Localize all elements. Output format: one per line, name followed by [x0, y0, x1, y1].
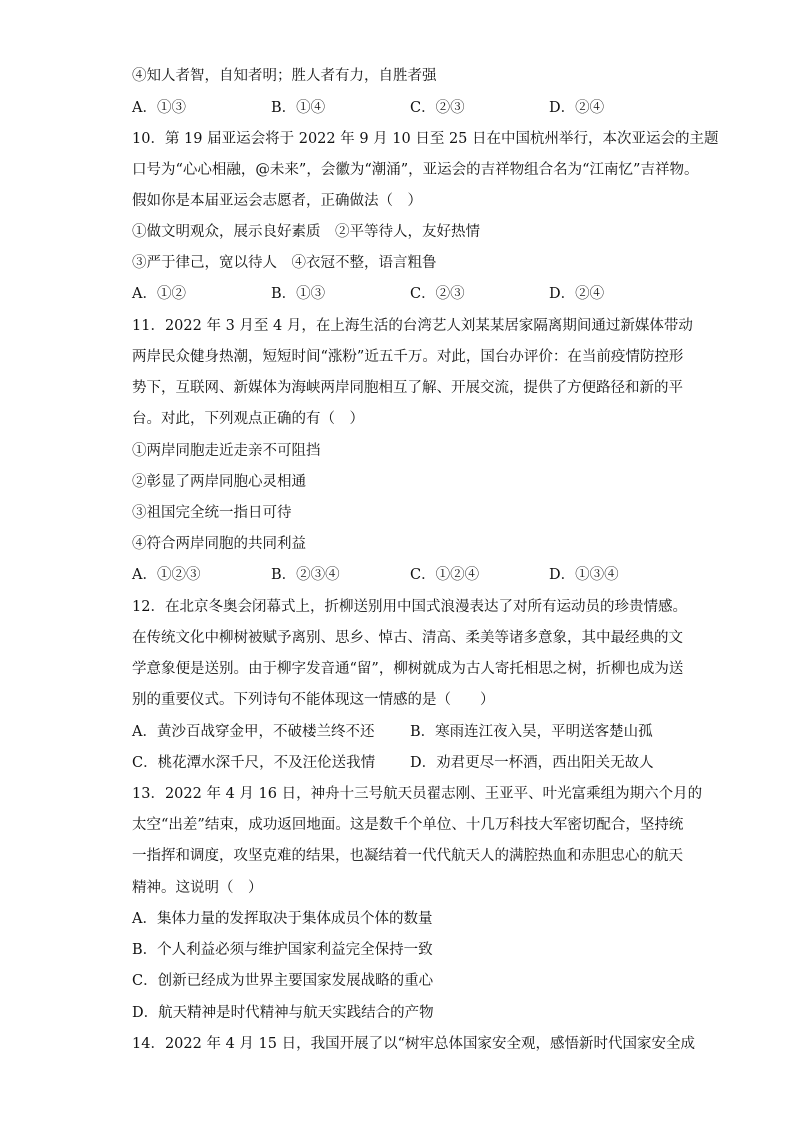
q13-option-c: C．创新已经成为世界主要国家发展战略的重心 [132, 973, 434, 989]
q9-item-4: ④知人者智，自知者明；胜人者有力，自胜者强 [132, 68, 437, 84]
q11-item-1: ①两岸同胞走近走亲不可阻挡 [132, 443, 321, 459]
q11-item-3: ③祖国完全统一指日可待 [132, 505, 292, 521]
q9-option-b: B．①④ [271, 100, 326, 116]
q11-option-d: D．①③④ [549, 567, 619, 583]
q13-option-a: A．集体力量的发挥取决于集体成员个体的数量 [132, 911, 433, 927]
q12-stem-line-1: 12．在北京冬奥会闭幕式上，折柳送别用中国式浪漫表达了对所有运动员的珍贵情感。 [132, 599, 687, 615]
q10-items-line-2: ③严于律己，宽以待人 ④衣冠不整，语言粗鲁 [132, 255, 437, 271]
q13-option-d: D．航天精神是时代精神与航天实践结合的产物 [132, 1005, 434, 1021]
q11-option-c: C．①②④ [410, 567, 480, 583]
q10-option-b: B．①③ [271, 286, 326, 302]
q13-option-b: B．个人利益必须与维护国家利益完全保持一致 [132, 942, 433, 958]
q13-stem-line-4: 精神。这说明（ ） [132, 880, 263, 896]
q12-option-a: A．黄沙百战穿金甲，不破楼兰终不还 [132, 724, 375, 740]
q10-option-c: C．②③ [410, 286, 465, 302]
q12-option-c: C．桃花潭水深千尺，不及汪伦送我情 [132, 755, 376, 771]
q10-items-line-1: ①做文明观众，展示良好素质 ②平等待人，友好热情 [132, 224, 480, 240]
q10-stem-line-2: 口号为“心心相融，@未来”，会徽为“潮涌”，亚运会的吉祥物组合名为“江南忆”吉祥物。 [132, 162, 699, 178]
q13-stem-line-1: 13．2022 年 4 月 16 日，神舟十三号航天员翟志刚、王亚平、叶光富乘组为期六个月的 [132, 786, 703, 802]
q11-item-2: ②彰显了两岸同胞心灵相通 [132, 474, 306, 490]
q11-stem-line-3: 势下，互联网、新媒体为海峡两岸同胞相互了解、开展交流，提供了方便路径和新的平 [132, 380, 683, 396]
q10-option-a: A．①② [132, 286, 186, 302]
q9-option-a: A．①③ [132, 100, 186, 116]
q10-stem-line-1: 10．第 19 届亚运会将于 2022 年 9 月 10 日至 25 日在中国杭州举行，本次亚运会的主题 [132, 131, 719, 147]
q14-stem-line-1: 14．2022 年 4 月 15 日，我国开展了以“树牢总体国家安全观，感悟新时代国家安全成 [132, 1036, 695, 1052]
q10-stem-line-3: 假如你是本届亚运会志愿者，正确做法（ ） [132, 193, 422, 209]
q11-stem-line-1: 11．2022 年 3 月至 4 月，在上海生活的台湾艺人刘某某居家隔离期间通过新媒体带动 [132, 318, 693, 334]
q11-item-4: ④符合两岸同胞的共同利益 [132, 536, 306, 552]
q12-stem-line-2: 在传统文化中柳树被赋予离别、思乡、悼古、清高、柔美等诸多意象，其中最经典的文 [132, 630, 683, 646]
q12-stem-line-4: 别的重要仪式。下列诗句不能体现这一情感的是（ ） [132, 692, 495, 708]
q13-stem-line-2: 太空“出差”结束，成功返回地面。这是数千个单位、十几万科技大军密切配合，坚持统 [132, 817, 684, 833]
q9-option-d: D．②④ [549, 100, 605, 116]
q12-option-d: D．劝君更尽一杯酒，西出阳关无故人 [410, 755, 654, 771]
q12-option-b: B．寒雨连江夜入吴，平明送客楚山孤 [410, 724, 653, 740]
q13-stem-line-3: 一指挥和调度，攻坚克难的结果，也凝结着一代代航天人的满腔热血和赤胆忠心的航天 [132, 848, 683, 864]
q12-stem-line-3: 学意象便是送别。由于柳字发音通“留”，柳树就成为古人寄托相思之树，折柳也成为送 [132, 661, 684, 677]
q9-option-c: C．②③ [410, 100, 465, 116]
q11-option-a: A．①②③ [132, 567, 201, 583]
q11-option-b: B．②③④ [271, 567, 340, 583]
q10-option-d: D．②④ [549, 286, 605, 302]
q11-stem-line-2: 两岸民众健身热潮，短短时间“涨粉”近五千万。对此，国台办评价：在当前疫情防控形 [132, 349, 684, 365]
q11-stem-line-4: 台。对此，下列观点正确的有（ ） [132, 411, 364, 427]
